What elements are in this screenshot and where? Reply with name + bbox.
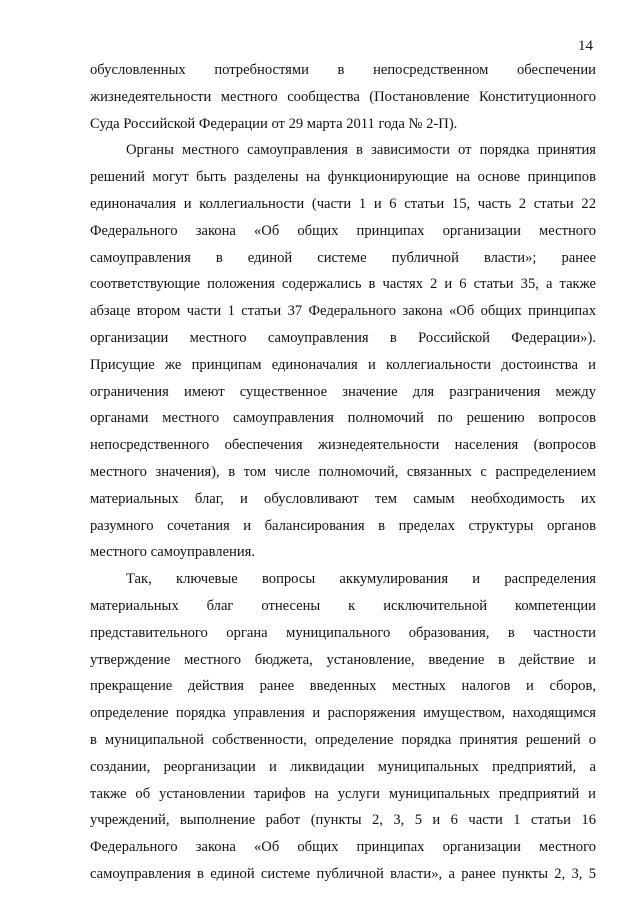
text-line: материальных благ, и обусловливают тем самым необходимость их xyxy=(90,490,596,507)
text-line: Так, ключевые вопросы аккумулирования и распределения xyxy=(126,571,596,588)
text-line: местного самоуправления. xyxy=(90,544,256,561)
text-line: непосредственного обеспечения жизнедеятельности населения (вопросов xyxy=(90,437,596,454)
text-line: создании, реорганизации и ликвидации муниципальных предприятий, а xyxy=(90,758,596,775)
text-line: Органы местного самоуправления в зависимости от порядка принятия xyxy=(126,142,596,159)
text-line: разумного сочетания и балансирования в пределах структуры органов xyxy=(90,517,596,534)
text-line: в муниципальной собственности, определение порядка принятия решений о xyxy=(90,731,596,748)
text-line: самоуправления в единой системе публичной власти»; ранее xyxy=(90,249,596,266)
text-line: учреждений, выполнение работ (пункты 2, 3, 5 и 6 части 1 статьи 16 xyxy=(90,812,596,829)
text-line: решений могут быть разделены на функционирующие на основе принципов xyxy=(90,169,596,186)
text-line: соответствующие положения содержались в частях 2 и 6 статьи 35, а также xyxy=(90,276,596,293)
body-text xyxy=(90,57,596,888)
text-line: местного значения), в том числе полномочий, связанных с распределением xyxy=(90,463,596,480)
text-line: Присущие же принципам единоначалия и коллегиальности достоинства и xyxy=(90,356,596,373)
text-line: организации местного самоуправления в Российской Федерации»). xyxy=(90,329,596,346)
text-line: представительного органа муниципального образования, в частности xyxy=(90,624,596,641)
text-line: также об установлении тарифов на услуги муниципальных предприятий и xyxy=(90,785,596,802)
page-number: 14 xyxy=(578,38,593,54)
text-line: Суда Российской Федерации от 29 марта 2011 года № 2-П). xyxy=(90,115,458,132)
text-line: утверждение местного бюджета, установление, введение в действие и xyxy=(90,651,596,668)
text-line: единоначалия и коллегиальности (части 1 и 6 статьи 15, часть 2 статьи 22 xyxy=(90,195,596,212)
text-line: жизнедеятельности местного сообщества (Постановление Конституционного xyxy=(90,88,596,105)
text-line: абзаце втором части 1 статьи 37 Федерального закона «Об общих принципах xyxy=(90,303,596,320)
text-line: самоуправления в единой системе публичной власти», а ранее пункты 2, 3, 5 xyxy=(90,865,596,882)
text-line: органами местного самоуправления полномочий по решению вопросов xyxy=(90,410,596,427)
text-line: Федерального закона «Об общих принципах организации местного xyxy=(90,222,596,239)
text-line: ограничения имеют существенное значение для разграничения между xyxy=(90,383,596,400)
text-line: материальных благ отнесены к исключительной компетенции xyxy=(90,597,596,614)
text-line: прекращение действия ранее введенных местных налогов и сборов, xyxy=(90,678,596,695)
text-line: определение порядка управления и распоряжения имуществом, находящимся xyxy=(90,705,596,722)
text-line: Федерального закона «Об общих принципах организации местного xyxy=(90,839,596,856)
text-line: обусловленных потребностями в непосредственном обеспечении xyxy=(90,62,596,78)
